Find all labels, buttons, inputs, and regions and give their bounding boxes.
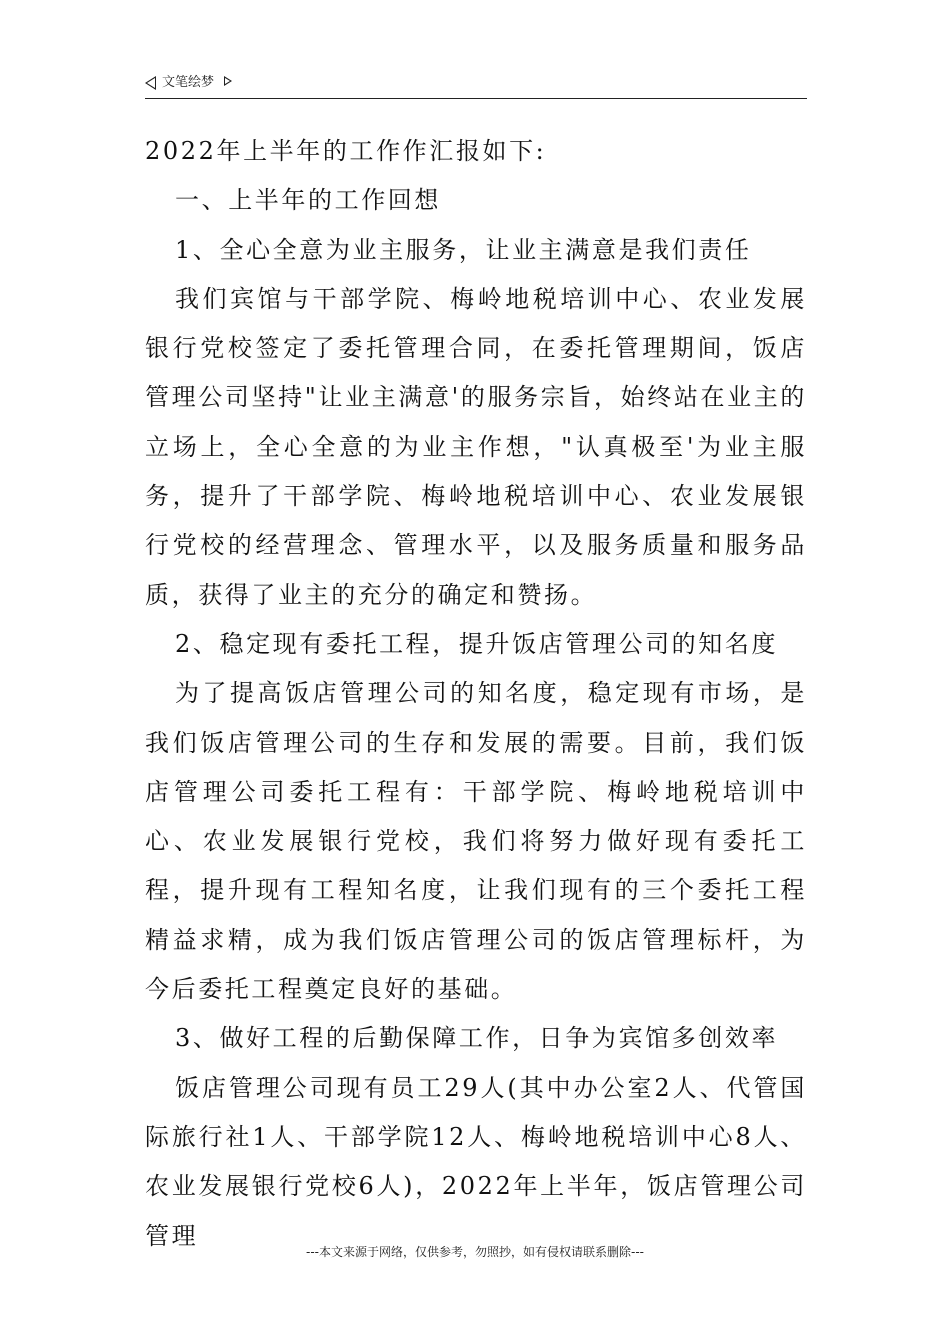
paragraph-1: 我们宾馆与干部学院、梅岭地税培训中心、农业发展银行党校签定了委托管理合同，在委托管理期间，饭店管理公司坚持"让业主满意'的服务宗旨，始终站在业主的立场上，全心全意的为业主作想，"认真极至'为业主服务，提升了干部学院、梅岭地税培训中心、农业发展银行党校的经营理念、管理水平，以及服务质量和服务品质，获得了业主的充分的确定和赞扬。 [145,284,807,609]
subheading-3: 3、做好工程的后勤保障工作，日争为宾馆多创效率 [175,1024,779,1053]
paragraph-2: 为了提高饭店管理公司的知名度，稳定现有市场，是我们饭店管理公司的生存和发展的需要。目前，我们饭店管理公司委托工程有：干部学院、梅岭地税培训中心、农业发展银行党校，我们将努力做好现有委托工程，提升现有工程知名度，让我们现有的三个委托工程精益求精，成为我们饭店管理公司的饭店管理标杆，为今后委托工程奠定良好的基础。 [145,679,807,1004]
brand-text: 文笔绘梦 [162,75,215,90]
paragraph-3: 饭店管理公司现有员工29人(其中办公室2人、代管国际旅行社1人、干部学院12人、梅岭地税培训中心8人、农业发展银行党校6人)，2022年上半年，饭店管理公司管理 [145,1073,807,1250]
section-heading: 一、上半年的工作回想 [175,186,441,215]
page-footer [0,1244,950,1260]
header-brand [145,74,232,92]
subheading-1: 1、全心全意为业主服务，让业主满意是我们责任 [175,235,752,264]
triangle-left-icon [145,76,156,90]
intro-line: 2022年上半年的工作作汇报如下: [145,137,547,165]
subheading-2: 2、稳定现有委托工程，提升饭店管理公司的知名度 [175,629,779,658]
footer-notice: ---本文来源于网络，仅供参考，勿照抄，如有侵权请联系删除--- [306,1245,644,1259]
page-header [145,74,807,99]
triangle-right-icon [224,76,232,86]
document-body [145,127,807,1261]
